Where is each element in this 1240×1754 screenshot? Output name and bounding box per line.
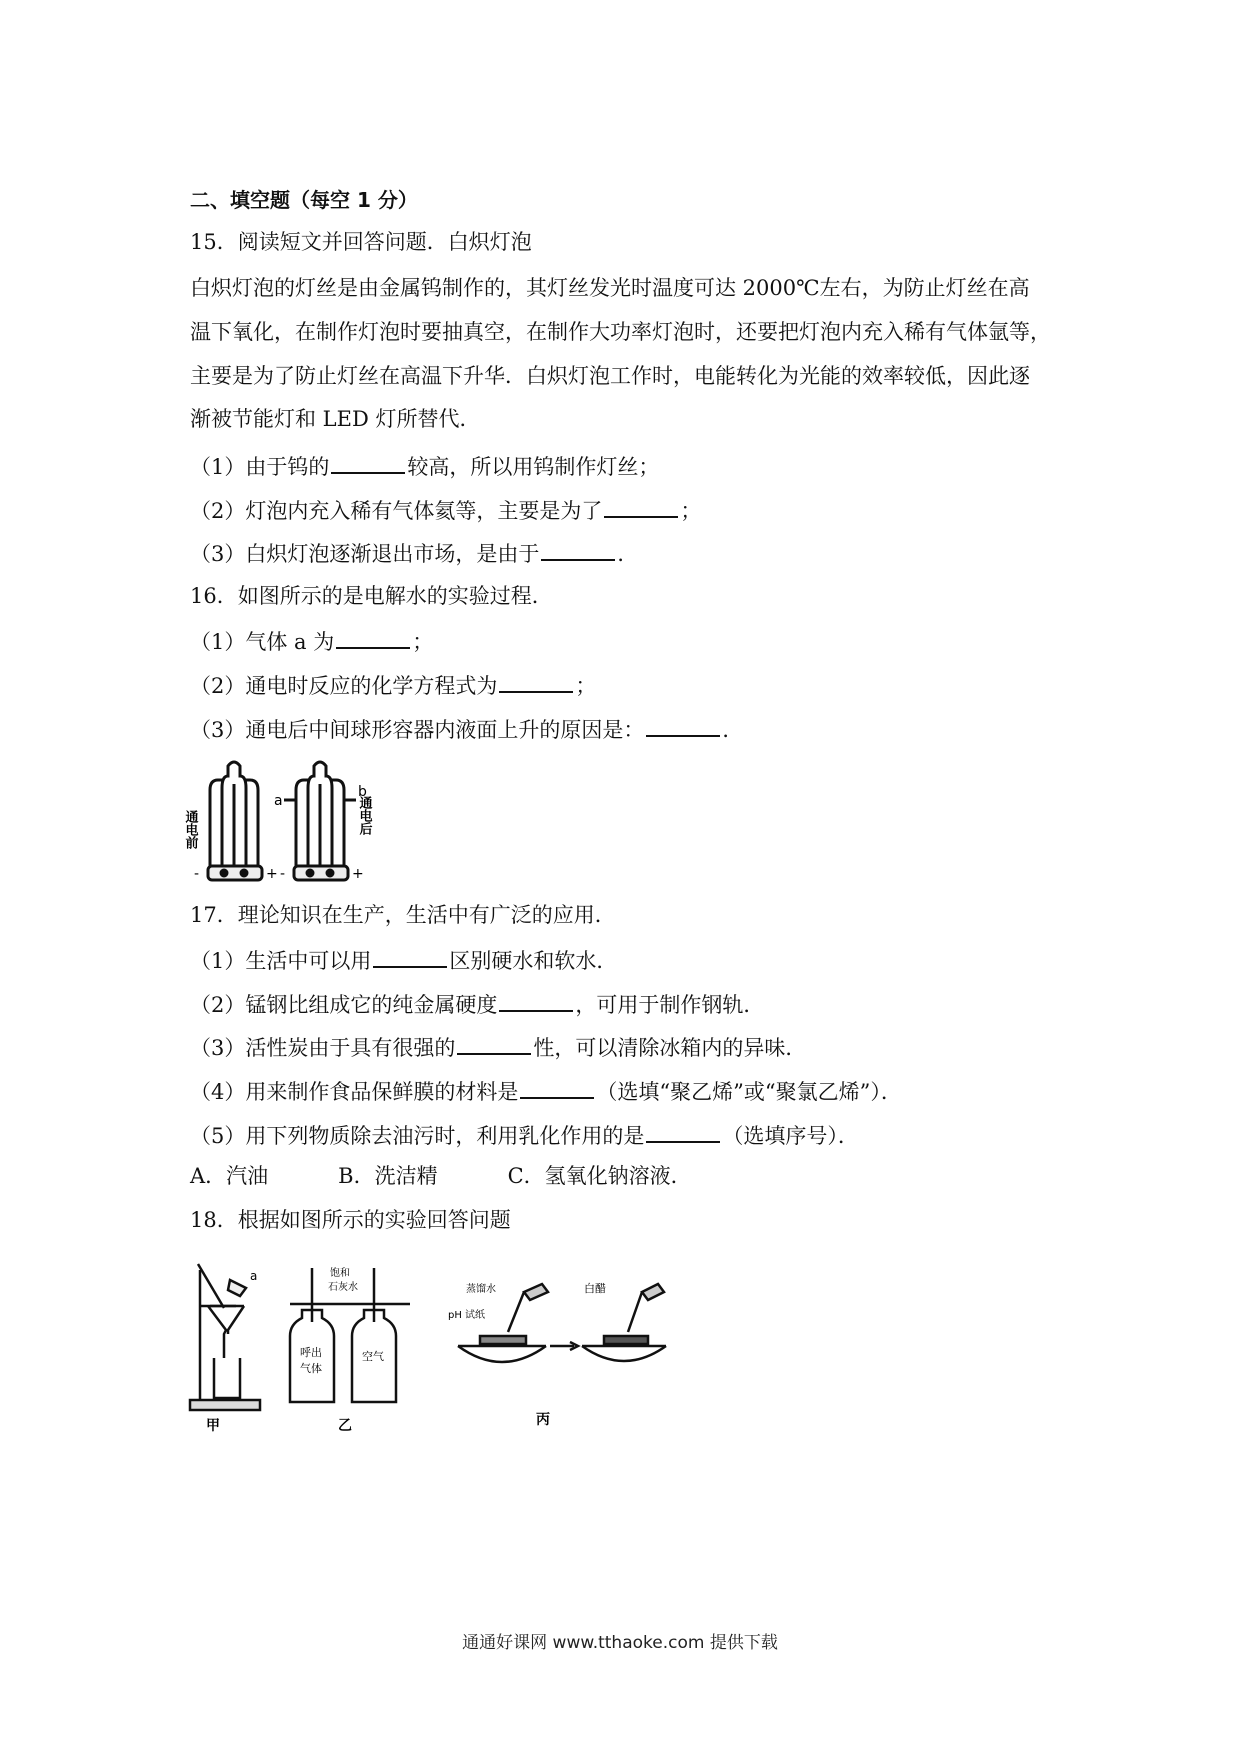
label-bottle1: 呼出: [300, 1346, 322, 1359]
apparatus-before: [208, 762, 262, 880]
sub-text: 性，可以清除冰箱内的异味．: [533, 1036, 807, 1060]
label-before: 通电前: [182, 810, 198, 849]
answer-blank[interactable]: [457, 1031, 531, 1055]
q15-title: 15．阅读短文并回答问题．白炽灯泡: [190, 230, 532, 254]
q17-sub-3: [190, 1031, 806, 1062]
label-bing: 丙: [536, 1412, 550, 1428]
q17-sub-4: [190, 1075, 902, 1106]
sub-text: 较高，所以用钨制作灯丝；: [407, 455, 660, 479]
ph-test-dishes: [458, 1284, 666, 1362]
sub-text: 区别硬水和软水．: [449, 949, 618, 973]
sub-text: （2）锰钢比组成它的纯金属硬度: [190, 993, 498, 1017]
answer-blank[interactable]: [646, 713, 720, 737]
apparatus-after: [284, 762, 356, 880]
section-title: 二、填空题（每空 1 分）: [190, 188, 418, 212]
answer-blank[interactable]: [646, 1119, 720, 1143]
label-bing-1: 蒸馏水: [466, 1284, 496, 1295]
q15-para-line: 主要是为了防止灯丝在高温下升华．白炽灯泡工作时，电能转化为光能的效率较低，因此逐: [190, 364, 1030, 388]
label-plus: +: [352, 866, 364, 882]
sub-text: （1）气体 a 为: [190, 630, 335, 654]
label-yi-top2: 石灰水: [328, 1282, 358, 1293]
sub-text: ；: [412, 630, 434, 654]
sub-text: ．: [617, 542, 639, 566]
label-after: 通电后: [356, 796, 372, 835]
label-a: a: [250, 1269, 258, 1283]
label-bottle1b: 气体: [300, 1362, 322, 1375]
sub-text: （3）通电后中间球形容器内液面上升的原因是：: [190, 718, 645, 742]
label-bing-2: pH 试纸: [448, 1310, 486, 1321]
q16-sub-1: [190, 625, 433, 656]
q15-para-line: 渐被节能灯和 LED 灯所替代．: [190, 407, 481, 431]
q17-sub-1: [190, 944, 617, 975]
q15-sub-2: [190, 494, 701, 525]
sub-text: ；: [680, 499, 702, 523]
label-plus: +: [266, 866, 278, 882]
sub-text: ．: [722, 718, 744, 742]
sub-text: ，可用于制作钢轨．: [575, 993, 765, 1017]
electrolysis-figure: [182, 758, 398, 890]
q17-sub-5: [190, 1119, 859, 1150]
q17-options: [190, 1162, 692, 1190]
label-minus: -: [280, 866, 286, 882]
sub-text: ；: [575, 674, 597, 698]
q17-title: 17．理论知识在生产，生活中有广泛的应用．: [190, 903, 616, 927]
label-yi-top: 饱和: [330, 1268, 350, 1279]
sub-text: （选填“聚乙烯”或“聚氯乙烯”）．: [596, 1080, 902, 1104]
answer-blank[interactable]: [604, 494, 678, 518]
answer-blank[interactable]: [331, 450, 405, 474]
label-bing-r: 白醋: [584, 1282, 606, 1295]
sub-text: （3）白炽灯泡逐渐退出市场，是由于: [190, 542, 540, 566]
sub-text: （1）由于钨的: [190, 455, 330, 479]
answer-blank[interactable]: [373, 944, 447, 968]
answer-blank[interactable]: [520, 1075, 594, 1099]
q15-sub-3: [190, 537, 638, 568]
q16-sub-3: [190, 713, 743, 744]
sub-text: （4）用来制作食品保鲜膜的材料是: [190, 1080, 519, 1104]
q15-sub-1: [190, 450, 659, 481]
q18-title: 18．根据如图所示的实验回答问题: [190, 1208, 511, 1232]
q15-para-line: 白炽灯泡的灯丝是由金属钨制作的，其灯丝发光时温度可达 2000℃左右，为防止灯丝在高: [190, 276, 1030, 300]
label-yi: 乙: [338, 1418, 352, 1434]
answer-blank[interactable]: [499, 988, 573, 1012]
sub-text: （5）用下列物质除去油污时，利用乳化作用的是: [190, 1124, 645, 1148]
experiment-figure: [190, 1262, 750, 1432]
sub-text: （选填序号）．: [722, 1124, 859, 1148]
label-minus: -: [194, 866, 200, 882]
answer-blank[interactable]: [499, 669, 573, 693]
q16-sub-2: [190, 669, 596, 700]
filtration-apparatus: [190, 1264, 260, 1410]
label-b: b: [358, 784, 367, 800]
sub-text: （3）活性炭由于具有很强的: [190, 1036, 456, 1060]
q17-sub-2: [190, 988, 764, 1019]
option-b: B．洗洁精: [338, 1164, 438, 1188]
q16-title: 16．如图所示的是电解水的实验过程．: [190, 584, 553, 608]
footer: 通通好课网 www.tthaoke.com 提供下载: [462, 1633, 778, 1653]
option-c: C．氢氧化钠溶液．: [507, 1164, 692, 1188]
answer-blank[interactable]: [541, 537, 615, 561]
label-a: a: [274, 793, 283, 809]
sub-text: （2）灯泡内充入稀有气体氦等，主要是为了: [190, 499, 603, 523]
sub-text: （2）通电时反应的化学方程式为: [190, 674, 498, 698]
option-a: A．汽油: [190, 1164, 269, 1188]
answer-blank[interactable]: [336, 625, 410, 649]
label-bottle2: 空气: [362, 1350, 384, 1363]
sub-text: （1）生活中可以用: [190, 949, 372, 973]
q15-para-line: 温下氧化，在制作灯泡时要抽真空，在制作大功率灯泡时，还要把灯泡内充入稀有气体氩等，: [190, 320, 1051, 344]
label-jia: 甲: [206, 1418, 220, 1434]
